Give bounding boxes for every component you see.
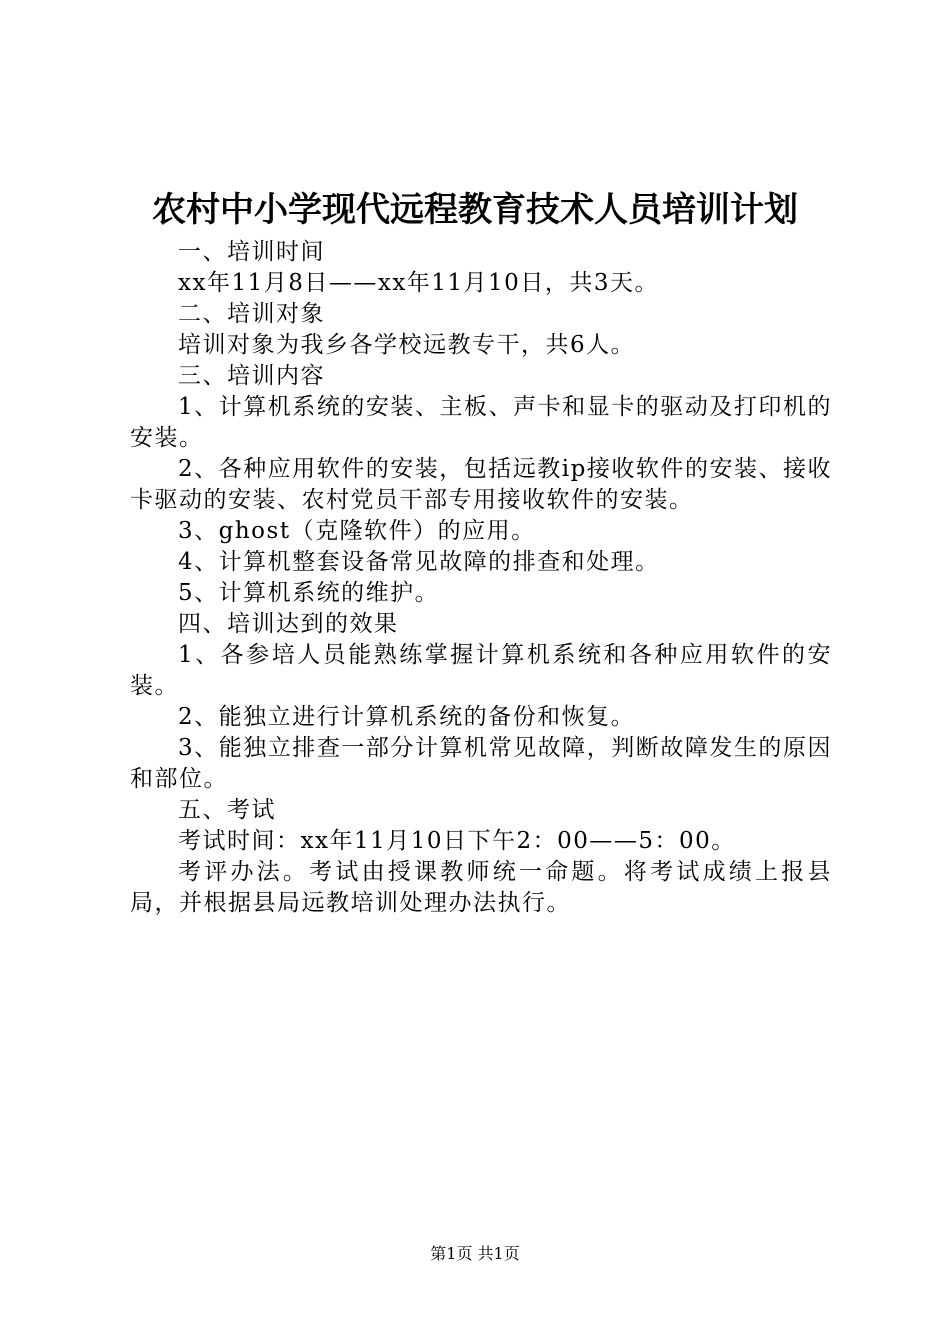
document-title: 农村中小学现代远程教育技术人员培训计划: [152, 190, 798, 230]
paragraph-content-2: 2、各种应用软件的安装，包括远教ip接收软件的安装、接收卡驱动的安装、农村党员干部专用接收软件的安装。: [130, 456, 832, 513]
paragraph-time: xx年11月8日——xx年11月10日，共3天。: [178, 270, 659, 296]
paragraph-effect-1: 1、各参培人员能熟练掌握计算机系统和各种应用软件的安装。: [130, 642, 832, 699]
paragraph-content-1: 1、计算机系统的安装、主板、声卡和显卡的驱动及打印机的安装。: [130, 394, 832, 451]
section-heading-time: 一、培训时间: [178, 239, 325, 265]
section-heading-target: 二、培训对象: [178, 301, 325, 327]
paragraph-effect-2: 2、能独立进行计算机系统的备份和恢复。: [178, 704, 636, 730]
section-heading-content: 三、培训内容: [178, 363, 325, 389]
section-heading-effect: 四、培训达到的效果: [178, 611, 399, 637]
paragraph-effect-3: 3、能独立排查一部分计算机常见故障，判断故障发生的原因和部位。: [130, 735, 832, 792]
paragraph-content-5: 5、计算机系统的维护。: [178, 580, 440, 606]
paragraph-target: 培训对象为我乡各学校远教专干，共6人。: [178, 332, 636, 358]
page-footer: 第1页 共1页: [430, 1244, 520, 1263]
paragraph-exam-time: 考试时间：xx年11月10日下午2：00——5：00。: [178, 828, 736, 854]
paragraph-exam-method: 考评办法。考试由授课教师统一命题。将考试成绩上报县局，并根据县局远教培训处理办法执行。: [130, 859, 832, 916]
section-heading-exam: 五、考试: [178, 797, 276, 823]
paragraph-content-3: 3、ghost（克隆软件）的应用。: [178, 518, 536, 544]
paragraph-content-4: 4、计算机整套设备常见故障的排查和处理。: [178, 549, 660, 575]
document-body: [130, 237, 832, 919]
